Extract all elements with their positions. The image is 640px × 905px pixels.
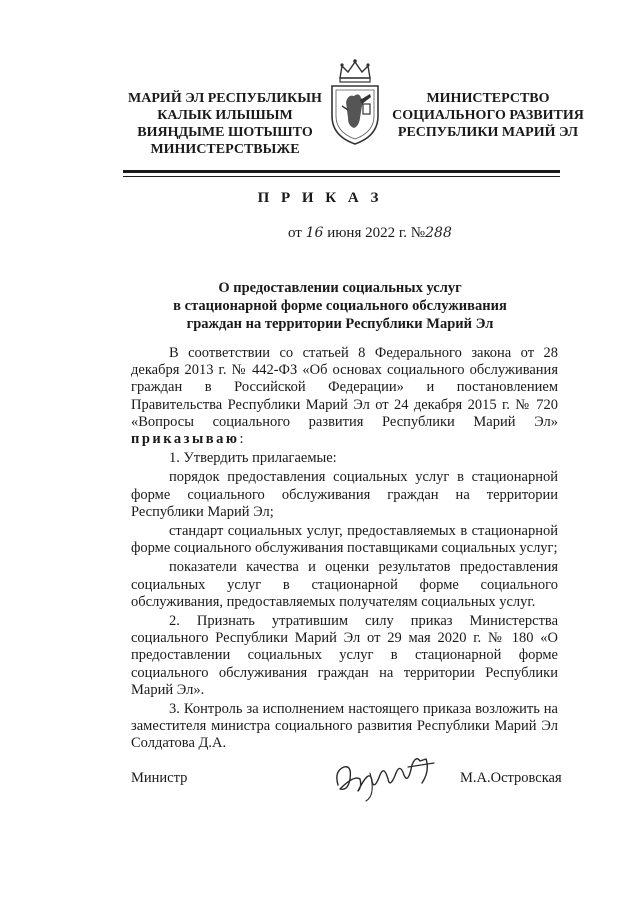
document-subject <box>120 279 560 333</box>
header-left-org-mari <box>120 90 330 158</box>
mari-el-coat-of-arms-icon <box>326 56 384 148</box>
header-right-line: СОЦИАЛЬНОГО РАЗВИТИЯ <box>392 108 584 123</box>
preamble-end: : <box>239 431 244 448</box>
header-left-line: КАЛЫК ИЛЫШЫМ <box>157 108 293 123</box>
date-month-year: июня 2022 г. № <box>327 225 426 241</box>
document-dateline <box>288 225 452 242</box>
header-divider-thin <box>123 176 560 177</box>
subject-line: в стационарной форме социального обслуживания <box>173 298 507 314</box>
header-right-org-ministry <box>388 90 588 141</box>
body-paragraph-item-1b: стандарт социальных услуг, предоставляемых в стационарной форме социального обслуживания поставщиками социальных услуг; <box>131 523 558 557</box>
signatory-title: Министр <box>131 770 188 786</box>
header-left-line: МАРИЙ ЭЛ РЕСПУБЛИКЫН <box>128 91 322 106</box>
handwritten-signature-icon <box>330 745 445 805</box>
signatory-name: М.А.Островская <box>460 770 562 786</box>
document-body <box>131 345 558 753</box>
subject-line: граждан на территории Республики Марий Эл <box>186 316 494 332</box>
body-paragraph-item-3: 3. Контроль за исполнением настоящего приказа возложить на заместителя министра социального развития Республики Марий Эл Солдатова Д.А. <box>131 701 558 752</box>
date-prefix: от <box>288 225 302 241</box>
header-left-line: ВИЯҢДЫМЕ ШОТЫШТО <box>137 125 313 140</box>
preamble-emphasis: приказываю <box>131 431 240 448</box>
header-left-line: МИНИСТЕРСТВЫЖЕ <box>150 142 300 157</box>
body-paragraph-item-1: 1. Утвердить прилагаемые: <box>169 450 337 467</box>
header-right-line: РЕСПУБЛИКИ МАРИЙ ЭЛ <box>397 125 579 140</box>
body-paragraph-item-2: 2. Признать утратившим силу приказ Министерства социального Республики Марий Эл от 29 мая 2020 г. № 180 «О предоставлении социальных услуг в стационарной форме социального обслуживания граждан на территории Республики Марий Эл». <box>131 613 558 698</box>
subject-line: О предоставлении социальных услуг <box>218 280 462 296</box>
preamble-text: В соответствии со статьей 8 Федерального закона от 28 декабря 2013 г. № 442-ФЗ «Об основах социального обслуживания граждан в Российской Федерации» и постановлением Правительства Республики Марий Эл от 24 декабря 2015 г. № 720 «Вопросы социального развития Республики Марий Эл» <box>131 345 558 430</box>
date-day-handwritten: 16 <box>305 225 324 241</box>
document-number-handwritten: 288 <box>425 225 452 241</box>
document-type-title: П Р И К А З <box>257 190 383 206</box>
body-paragraph-item-1a: порядок предоставления социальных услуг в стационарной форме социального обслуживания граждан на территории Республики Марий Эл; <box>131 469 558 520</box>
body-paragraph-item-1c: показатели качества и оценки результатов предоставления социальных услуг в стационарной форме социального обслуживания, предоставляемых получателям социальных услуг. <box>131 559 558 610</box>
header-right-line: МИНИСТЕРСТВО <box>426 91 550 106</box>
body-paragraph-preamble <box>131 345 558 448</box>
header-divider-thick <box>123 170 560 173</box>
